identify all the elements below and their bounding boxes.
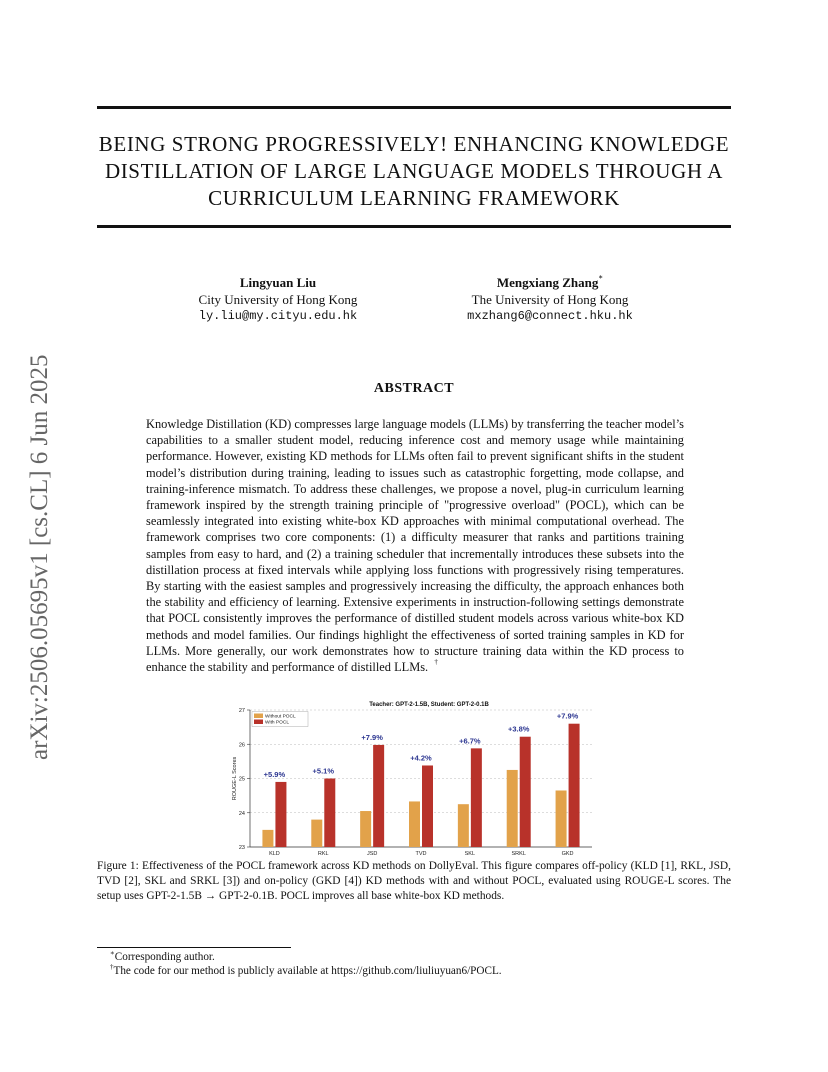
x-tick-label: SKL (464, 851, 476, 857)
footnote-text: Corresponding author. (114, 951, 215, 963)
author-affiliation: City University of Hong Kong (198, 292, 358, 307)
bar-annotation: +4.2% (410, 753, 432, 763)
title-top-rule (97, 106, 731, 109)
author-name: Mengxiang Zhang (496, 275, 599, 290)
author-block (148, 274, 408, 325)
caption-text: Effectiveness of the POCL framework across KD methods on DollyEval. This figure compares off-policy (KLD [1], RKL, JSD, TVD [2], SKL and SRKL [3]) and on-policy (GKD [4]) KD methods with and without POCL, evaluated using ROUGE-L scores. The setup uses GPT-2-1.5B → GPT-2-0.1B. POCL improves all base white-box KD methods. (97, 860, 731, 903)
bar (471, 748, 482, 847)
footnote (110, 964, 730, 978)
legend-label: With POCL (265, 720, 289, 726)
author-email: mxzhang6@connect.hku.hk (467, 309, 633, 323)
author-name-line (420, 274, 680, 291)
bar-annotation: +5.1% (312, 766, 335, 776)
footnote (110, 950, 730, 964)
abstract-text: Knowledge Distillation (KD) compresses large language models (LLMs) by transferring the teacher model’s capabilities to a smaller student model, reducing inference cost and memory usage while maintaining performance. However, existing KD methods for LLMs often fail to prevent significant shifts in the student model’s distribution during training, leading to issues such as catastrophic forgetting, mode collapse, and training-inference mismatch. To address these challenges, we propose a novel, plug-in curriculum learning framework inspired by the strength training principle of "progressive overload" (POCL), which can be seamlessly integrated into existing white-box KD approaches with minimal computational overhead. The framework comprises two core components: (1) a difficulty measurer that ranks and partitions training samples from easy to hard, and (2) a training scheduler that incrementally introduces these subsets into the distillation process at fixed intervals while applying loss functions with progressively rising temperatures. By starting with the easiest samples and progressively increasing the difficulty, the approach enhances both the stability and efficiency of learning. Extensive experiments in instruction-following settings demonstrate that POCL consistently improves the performance of distilled student models across various white-box KD methods and model families. Our findings highlight the effectiveness of sorted training samples in KD for LLMs. More generally, our work demonstrates how to structure training data within the KD process to enhance the stability and performance of distilled LLMs. (146, 417, 684, 675)
bar-annotation: +7.9% (556, 711, 579, 721)
bar (520, 737, 531, 847)
bar (373, 745, 384, 847)
footnote-text: The code for our method is publicly available at https://github.com/liuliuyuan6/POCL. (113, 965, 502, 977)
bar (360, 811, 371, 847)
chart-title: Teacher: GPT-2-1.5B, Student: GPT-2-0.1B (369, 702, 489, 708)
y-tick-label: 25 (238, 776, 245, 783)
y-tick-label: 26 (238, 742, 245, 749)
x-tick-label: SRKL (511, 851, 526, 857)
bar-annotation: +6.7% (459, 736, 481, 746)
footnote-rule (97, 947, 291, 948)
legend-swatch (254, 714, 263, 719)
author-footnote-mark: ∗ (598, 273, 604, 281)
x-tick-label: GKD (561, 851, 574, 857)
bar (262, 830, 273, 847)
arxiv-identifier: arXiv:2506.05695v1 [cs.CL] 6 Jun 2025 (26, 354, 53, 760)
footnote-mark: † (110, 963, 114, 971)
author-email: ly.liu@my.cityu.edu.hk (198, 309, 358, 323)
y-tick-label: 23 (238, 845, 245, 851)
bar (569, 724, 580, 847)
title-line: DISTILLATION OF LARGE LANGUAGE MODELS THROUGH A (104, 159, 724, 183)
caption-label: Figure 1: (97, 860, 139, 872)
bar (275, 782, 286, 847)
legend-swatch (254, 720, 263, 725)
bar (311, 820, 322, 847)
x-tick-label: TVD (415, 851, 427, 857)
bar (422, 765, 433, 847)
bar-annotation: +7.9% (361, 732, 383, 742)
bar (409, 801, 420, 847)
footnote-mark: ∗ (110, 949, 115, 957)
y-tick-label: 24 (238, 810, 245, 817)
bar (507, 770, 518, 847)
x-tick-label: JSD (366, 851, 378, 857)
author-block (420, 274, 680, 325)
y-tick-label: 27 (238, 708, 245, 714)
figure-caption (97, 859, 731, 905)
paper-title (97, 131, 731, 212)
bar-annotation: +5.9% (263, 769, 286, 779)
bar (556, 790, 567, 847)
figure-bar-chart (228, 697, 598, 857)
author-affiliation: The University of Hong Kong (471, 292, 629, 307)
author-name: Lingyuan Liu (239, 275, 317, 290)
bar-annotation: +3.8% (507, 724, 530, 734)
legend-label: Without POCL (265, 714, 296, 720)
bar (324, 779, 335, 848)
title-line: BEING STRONG PROGRESSIVELY! ENHANCING KNOWLEDGE (98, 132, 730, 156)
bar (458, 804, 469, 847)
y-axis-label: ROUGE-L Scores (232, 756, 238, 801)
abstract-heading: ABSTRACT (373, 381, 455, 396)
abstract-footnote-mark: † (434, 658, 438, 667)
x-tick-label: KLD (269, 851, 280, 857)
title-bottom-rule (97, 225, 731, 228)
x-tick-label: RKL (317, 851, 329, 857)
title-line: CURRICULUM LEARNING FRAMEWORK (208, 186, 620, 210)
abstract-paragraph (146, 416, 684, 675)
